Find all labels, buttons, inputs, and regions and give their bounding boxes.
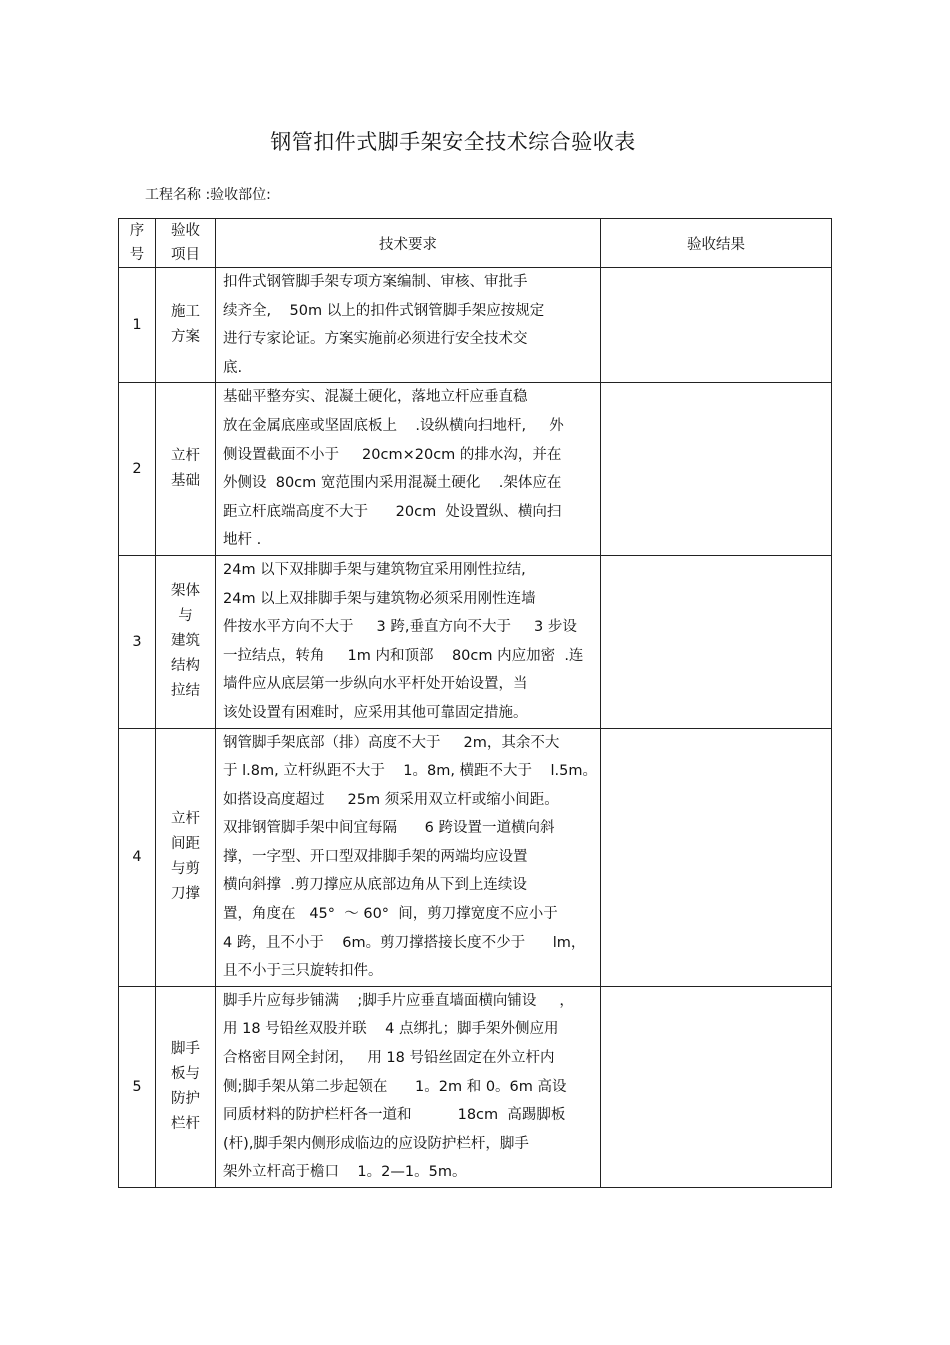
row-requirements: 基础平整夯实、混凝土硬化，落地立杆应垂直稳 放在金属底座或坚固底板上 .设纵横向扫地杆, 外 侧设置截面不小于 20cm×20cm 的排水沟，并在 外侧设 80cm 宽范围内采用混凝土硬化 .架体应在 距立杆底端高度不大于 20cm 处设置纵、横向扫 地杆 . xyxy=(216,383,601,556)
row-seq-no: 5 xyxy=(119,986,156,1187)
header-inspection-item: 验收 项目 xyxy=(156,219,216,268)
header-acceptance-result: 验收结果 xyxy=(601,219,832,268)
row-seq-no: 1 xyxy=(119,268,156,383)
table-row xyxy=(119,268,832,383)
row-requirements: 钢管脚手架底部（排）高度不大于 2m，其余不大 于 l.8m, 立杆纵距不大于 1。8m, 横距不大于 l.5m。 如搭设高度超过 25m 须采用双立杆或缩小间距。 双排钢管脚手架中间宜每隔 6 跨设置一道横向斜 撑，一字型、开口型双排脚手架的两端均应设置 横向斜撑 .剪刀撑应从底部边角从下到上连续设 置，角度在 45° ～ 60° 间，剪刀撑宽度不应小于 4 跨，且不小于 6m。剪刀撑搭接长度不少于 lm， 且不小于三只旋转扣件。 xyxy=(216,728,601,986)
row-result-cell[interactable] xyxy=(601,268,832,383)
row-item: 施工 方案 xyxy=(156,268,216,383)
row-requirements: 脚手片应每步铺满 ;脚手片应垂直墙面横向铺设 ， 用 18 号铅丝双股并联 4 点绑扎；脚手架外侧应用 合格密目网全封闭， 用 18 号铅丝固定在外立杆内 侧;脚手架从第二步起领在 1。2m 和 0。6m 高设 同质材料的防护栏杆各一道和 18cm 高踢脚板 (杆),脚手架内侧形成临边的应设防护栏杆，脚手 架外立杆高于檐口 1。2—1。5m。 xyxy=(216,986,601,1187)
row-result-cell[interactable] xyxy=(601,555,832,728)
document-title: 钢管扣件式脚手架安全技术综合验收表 xyxy=(270,130,636,154)
row-result-cell[interactable] xyxy=(601,728,832,986)
row-item: 架体 与 建筑 结构 拉结 xyxy=(156,555,216,728)
table-row xyxy=(119,986,832,1187)
row-item: 立杆 间距 与剪 刀撑 xyxy=(156,728,216,986)
row-item: 脚手 板与 防护 栏杆 xyxy=(156,986,216,1187)
table-row xyxy=(119,383,832,556)
row-requirements: 24m 以下双排脚手架与建筑物宜采用刚性拉结, 24m 以上双排脚手架与建筑物必须采用刚性连墙 件按水平方向不大于 3 跨,垂直方向不大于 3 步设 一拉结点，转角 1m 内和顶部 80cm 内应加密 .连 墙件应从底层第一步纵向水平杆处开始设置，当 该处设置有困难时，应采用其他可靠固定措施。 xyxy=(216,555,601,728)
project-info-line: 工程名称 :验收部位: xyxy=(145,187,271,203)
row-item: 立杆 基础 xyxy=(156,383,216,556)
table-row xyxy=(119,555,832,728)
row-requirements: 扣件式钢管脚手架专项方案编制、审核、审批手 续齐全, 50m 以上的扣件式钢管脚手架应按规定 进行专家论证。方案实施前必须进行安全技术交 底. xyxy=(216,268,601,383)
row-result-cell[interactable] xyxy=(601,383,832,556)
table-row xyxy=(119,728,832,986)
table-header-row xyxy=(119,219,832,268)
row-result-cell[interactable] xyxy=(601,986,832,1187)
row-seq-no: 2 xyxy=(119,383,156,556)
row-seq-no: 4 xyxy=(119,728,156,986)
header-technical-requirements: 技术要求 xyxy=(216,219,601,268)
header-seq-no: 序 号 xyxy=(119,219,156,268)
acceptance-table xyxy=(118,218,832,1188)
row-seq-no: 3 xyxy=(119,555,156,728)
